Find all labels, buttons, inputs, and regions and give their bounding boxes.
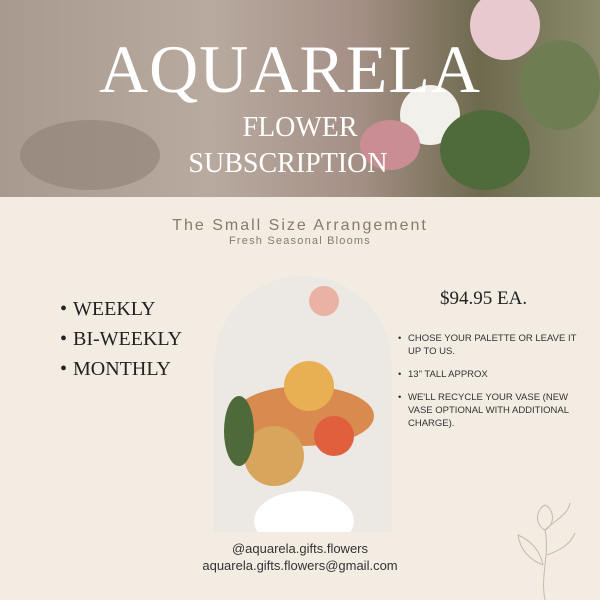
frequency-list [60,298,182,388]
frequency-item: • BI-WEEKLY [60,328,182,358]
feature-item: • CHOSE YOUR PALETTE OR LEAVE IT UP TO US. [398,332,583,358]
title-line-3: SUBSCRIPTION [188,148,388,179]
email-address[interactable]: aquarela.gifts.flowers@gmail.com [202,558,398,573]
brand-title: AQUARELA [99,31,481,107]
price: $94.95 EA. [440,288,528,309]
hero-banner [0,0,600,197]
arrangement-photo [214,276,392,532]
flower-line-art-icon [510,495,580,600]
title-line-2: FLOWER [242,112,358,143]
feature-list [398,332,583,440]
feature-item: • 13" TALL APPROX [398,368,583,381]
frequency-item: • WEEKLY [60,298,182,328]
product-title: The Small Size Arrangement [172,217,428,234]
product-subtitle: Fresh Seasonal Blooms [229,235,371,247]
frequency-item: • MONTHLY [60,358,182,388]
instagram-handle[interactable]: @aquarela.gifts.flowers [231,541,369,556]
feature-item: • WE'LL RECYCLE YOUR VASE (NEW VASE OPTIONAL WITH ADDITIONAL CHARGE). [398,391,583,430]
